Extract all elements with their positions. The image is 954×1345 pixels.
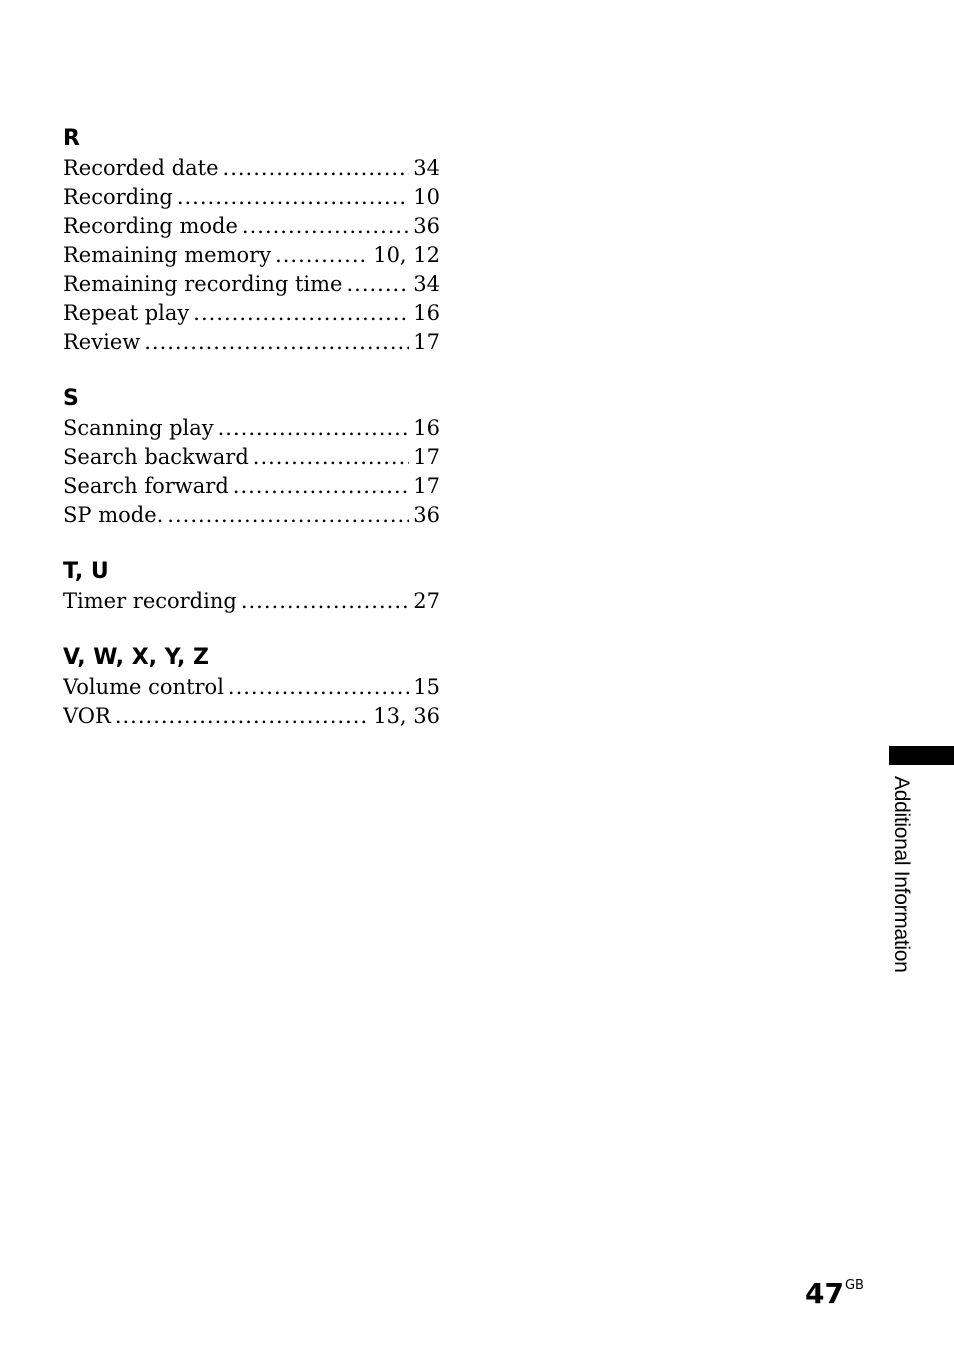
entry-term: Recorded date (63, 156, 219, 180)
index-entry (63, 673, 440, 702)
entry-term: SP mode. (63, 503, 164, 527)
dot-leader (233, 472, 410, 501)
entry-pages: 34 (413, 272, 440, 296)
entry-term: Search forward (63, 474, 229, 498)
index-entry (63, 270, 440, 299)
entry-pages: 10 (413, 185, 440, 209)
index-section-v-z (63, 643, 440, 731)
dot-leader (167, 501, 409, 530)
dot-leader (115, 702, 369, 731)
entry-term: Remaining memory (63, 243, 272, 267)
chapter-side-label: Additional Information (890, 776, 913, 973)
section-heading: T, U (63, 559, 109, 584)
entry-term: VOR (63, 704, 111, 728)
section-heading: S (63, 386, 79, 411)
index-entry (63, 241, 440, 270)
entry-pages: 16 (413, 416, 440, 440)
dot-leader (242, 212, 409, 241)
entry-term: Volume control (63, 675, 224, 699)
index-entry (63, 299, 440, 328)
dot-leader (253, 443, 410, 472)
dot-leader (228, 673, 409, 702)
page-number (805, 1266, 864, 1314)
page-number-value: 47 (805, 1277, 844, 1310)
entry-pages: 17 (413, 474, 440, 498)
entry-pages: 34 (413, 156, 440, 180)
index-entry (63, 702, 440, 731)
entry-pages: 27 (413, 589, 440, 613)
index-entry (63, 154, 440, 183)
entry-term: Scanning play (63, 416, 214, 440)
index-entry (63, 212, 440, 241)
entry-pages: 17 (413, 330, 440, 354)
dot-leader (218, 414, 410, 443)
page-number-suffix: GB (844, 1278, 864, 1293)
entry-term: Repeat play (63, 301, 190, 325)
index-entry (63, 472, 440, 501)
index-section-r (63, 124, 440, 357)
entry-term: Review (63, 330, 141, 354)
section-heading: V, W, X, Y, Z (63, 645, 209, 670)
entry-pages: 17 (413, 445, 440, 469)
entry-term: Remaining recording time (63, 272, 343, 296)
section-heading: R (63, 126, 80, 151)
index-entry (63, 414, 440, 443)
entry-pages: 16 (413, 301, 440, 325)
chapter-tab-marker (889, 746, 954, 765)
entry-term: Search backward (63, 445, 249, 469)
dot-leader (193, 299, 409, 328)
index-section-s (63, 384, 440, 530)
entry-pages: 36 (413, 214, 440, 238)
index-entry (63, 443, 440, 472)
entry-pages: 10, 12 (373, 243, 440, 267)
entry-term: Timer recording (63, 589, 237, 613)
index-entry (63, 328, 440, 357)
entry-pages: 13, 36 (373, 704, 440, 728)
dot-leader (241, 587, 409, 616)
dot-leader (346, 270, 409, 299)
entry-pages: 36 (413, 503, 440, 527)
index-entry (63, 501, 440, 530)
entry-term: Recording (63, 185, 173, 209)
entry-term: Recording mode (63, 214, 238, 238)
index-section-t-u (63, 557, 440, 616)
entry-pages: 15 (413, 675, 440, 699)
dot-leader (144, 328, 409, 357)
index-column (63, 124, 440, 758)
dot-leader (177, 183, 409, 212)
dot-leader (223, 154, 410, 183)
dot-leader (275, 241, 369, 270)
index-entry (63, 587, 440, 616)
index-entry (63, 183, 440, 212)
